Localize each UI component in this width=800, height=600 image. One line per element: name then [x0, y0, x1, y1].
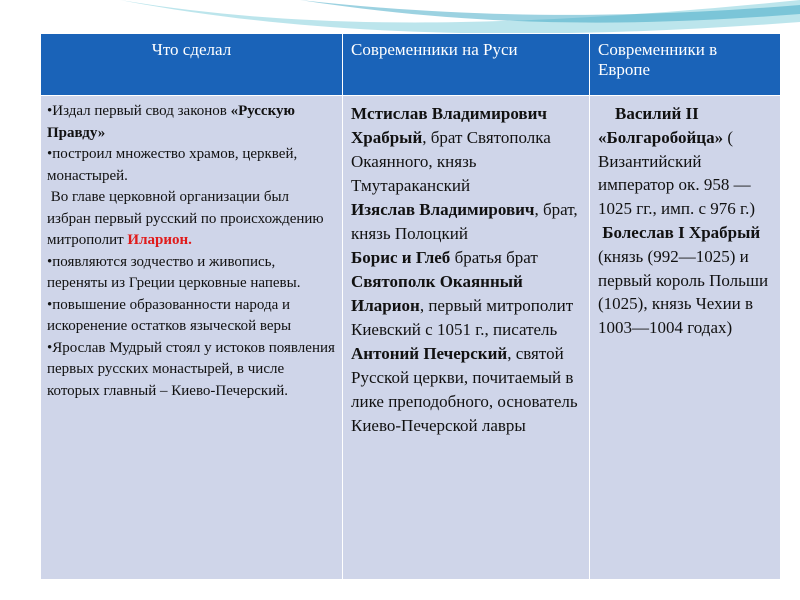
list-item: •повышение образованности народа и искоренение остатков языческой веры	[47, 296, 292, 334]
text: Во главе церковной организации был избран первый русский по происхождению митрополит	[47, 189, 324, 248]
person-name: Изяслав Владимирович	[351, 200, 535, 219]
person-entry	[351, 102, 583, 198]
person-desc: (князь (992—1025) и первый король Польши (1025), князь Чехии в 1003—1004 годах)	[598, 246, 769, 338]
text: •Издал первый свод законов	[47, 103, 231, 119]
person-desc: , брат, князь Полоцкий	[351, 200, 578, 243]
header-contemporaries-europe: Современники в Европе	[590, 34, 781, 96]
person-desc: , первый митрополит Киевский с 1051 г., писатель	[351, 296, 574, 339]
person-name: Антоний Печерский	[351, 344, 508, 363]
person-name: Василий II «Болгаробойца»	[598, 104, 724, 147]
person-name: Болеслав I Храбрый	[598, 222, 761, 242]
ilarion-highlight: Иларион	[127, 232, 189, 248]
contemporaries-table	[40, 33, 781, 580]
russkaya-pravda: «Русскую Правду»	[47, 103, 295, 141]
list-item	[47, 187, 336, 252]
cell-contemporaries-europe	[590, 96, 781, 580]
person-name: Иларион	[351, 296, 420, 315]
list-item	[47, 101, 336, 144]
header-what-done: Что сделал	[41, 34, 343, 96]
table-row	[41, 96, 781, 580]
table-header-row	[41, 34, 781, 96]
person-desc: , брат Святополка Окаянного, князь Тмутараканский	[351, 128, 551, 195]
person-entry	[351, 198, 583, 246]
cell-contemporaries-rus	[343, 96, 590, 580]
cell-what-done	[41, 96, 343, 580]
person-name: Святополк Окаянный	[351, 272, 523, 291]
person-desc: ( Византийский император ок. 958 — 1025 гг., имп. с 976 г.)	[598, 127, 755, 219]
list-item: •появляются зодчество и живопись, переняты из Греции церковные напевы.	[47, 253, 301, 291]
person-entry	[598, 102, 774, 221]
person-desc: братья брат	[450, 248, 538, 267]
person-name: Борис и Глеб	[351, 248, 451, 267]
person-name: Мстислав Владимирович Храбрый	[351, 104, 547, 147]
person-entry	[351, 294, 583, 342]
list-item: •построил множество храмов, церквей, монастырей.	[47, 146, 298, 184]
list-item: •Ярослав Мудрый стоял у истоков появления первых русских монастырей, в числе которых главный – Киево-Печерский.	[47, 339, 335, 399]
person-desc: , святой Русской церкви, почитаемый в лике преподобного, основатель Киево-Печерской лавры	[351, 344, 578, 435]
person-entry	[351, 342, 583, 438]
text: .	[188, 232, 192, 248]
header-contemporaries-rus: Современники на Руси	[343, 34, 590, 96]
person-entry	[598, 221, 774, 340]
person-entry	[351, 246, 583, 294]
